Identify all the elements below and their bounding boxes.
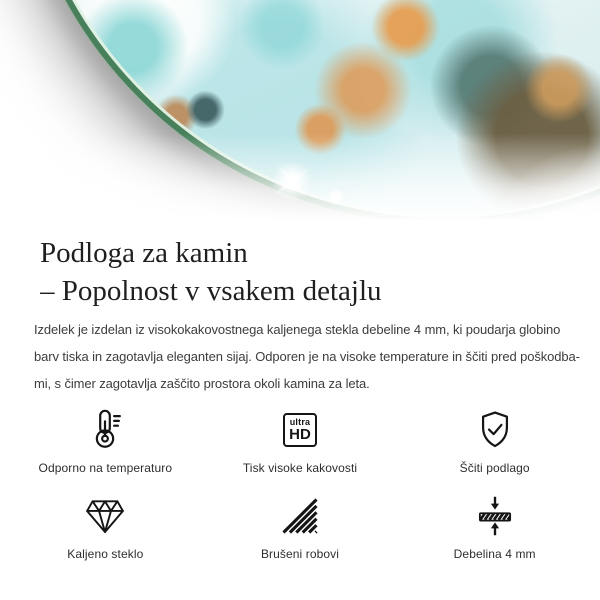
feature-label: Tisk visoke kakovosti bbox=[242, 461, 358, 475]
thermometer-icon bbox=[82, 407, 128, 453]
feature-print-quality bbox=[203, 407, 398, 475]
description-line: Izdelek je izdelan iz visokokakovostnega kaljenega stekla debeline 4 mm, ki poudarja globino bbox=[34, 322, 561, 337]
feature-label: Brušeni robovi bbox=[260, 547, 340, 561]
feature-temperature bbox=[8, 407, 203, 475]
page-title-line2: – Popolnost v vsakem detajlu bbox=[40, 275, 382, 307]
feature-label: Odporno na temperaturo bbox=[38, 461, 173, 475]
image-fade-overlay bbox=[0, 0, 600, 230]
brushed-edges-icon bbox=[278, 493, 322, 539]
description-line: barv tiska in zagotavlja eleganten sijaj. Odporen je na visoke temperature in ščiti pred poškodba- bbox=[34, 349, 580, 364]
diamond-icon bbox=[83, 493, 127, 539]
feature-grid bbox=[0, 407, 600, 561]
feature-thickness bbox=[397, 493, 592, 561]
ultra-hd-icon bbox=[283, 407, 317, 453]
description-line: mi, s čimer zagotavlja zaščito prostora okoli kamina za leta. bbox=[34, 376, 370, 391]
page-title bbox=[40, 234, 572, 310]
ultra-hd-badge bbox=[283, 413, 317, 447]
feature-tempered-glass bbox=[8, 493, 203, 561]
product-image bbox=[0, 0, 600, 230]
feature-protection bbox=[397, 407, 592, 475]
thickness-icon bbox=[473, 493, 517, 539]
ultra-hd-badge-bottom: HD bbox=[289, 426, 311, 443]
page-title-line1: Podloga za kamin bbox=[40, 237, 248, 269]
shield-check-icon bbox=[473, 407, 517, 453]
feature-edges bbox=[203, 493, 398, 561]
feature-label: Debelina 4 mm bbox=[453, 547, 536, 561]
ultra-hd-badge-top: ultra bbox=[289, 417, 311, 427]
feature-label: Kaljeno steklo bbox=[67, 547, 144, 561]
product-description bbox=[34, 316, 590, 397]
feature-label: Ščiti podlago bbox=[459, 461, 530, 475]
